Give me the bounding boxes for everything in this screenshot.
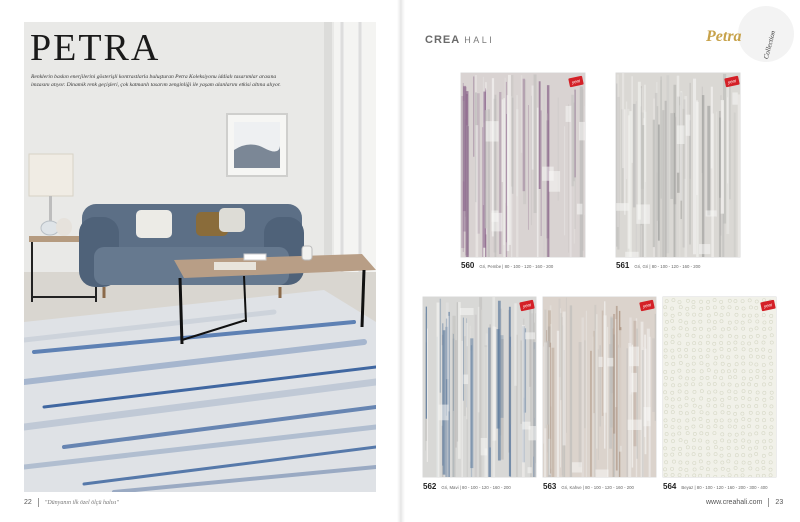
collection-name: Petra xyxy=(706,28,742,45)
right-footer xyxy=(706,498,783,507)
rug-image-563 xyxy=(543,297,656,477)
footer-divider xyxy=(768,498,769,507)
new-badge: yeni xyxy=(568,76,584,88)
page-title: PETRA xyxy=(30,27,161,69)
website-link[interactable]: www.creahali.com xyxy=(706,499,763,506)
intro-paragraph: Renklerin baskın enerjilerini gösterişli kontrastlarla buluşturan Petra Koleksiyonu iddialı tasarımlar arasına imzasını atıyor. Dinamik renk geçişleri, çok katmanlı tasarım zenginliği ile yaşam alanlarını etkisi altına alıyor. xyxy=(31,74,281,88)
room-photo xyxy=(24,22,376,492)
new-badge: yeni xyxy=(760,300,776,312)
rug-description: Gri, Gri | 80 - 100 - 120 - 160 - 200 xyxy=(634,264,701,269)
brand-main: CREA xyxy=(425,34,461,46)
rug-code: 560 xyxy=(461,261,475,270)
rug-description: Gri, Pembe | 80 - 100 - 120 - 160 - 200 xyxy=(479,264,554,269)
rug-caption-560 xyxy=(461,261,553,270)
rug-image-562 xyxy=(423,297,536,477)
rug-caption-563 xyxy=(543,482,634,491)
left-footer xyxy=(24,498,119,507)
slogan: "Dünyanın ilk özel ölçü halısı" xyxy=(44,499,119,506)
rug-code: 564 xyxy=(663,482,677,491)
rug-description: Beyaz | 80 - 100 - 120 - 160 - 200 - 300 - 400 xyxy=(681,485,768,490)
brand-logo xyxy=(425,34,494,46)
rug-code: 562 xyxy=(423,482,437,491)
rug-code: 561 xyxy=(616,261,630,270)
rug-image-560 xyxy=(461,73,585,257)
rug-image-561 xyxy=(616,73,740,257)
footer-divider xyxy=(38,498,39,507)
new-badge: yeni xyxy=(639,300,655,312)
left-page-number: 22 xyxy=(24,499,32,506)
collection-word: Collection xyxy=(762,29,778,61)
rug-code: 563 xyxy=(543,482,557,491)
rug-description: Gri, Mavi | 80 - 100 - 120 - 160 - 200 xyxy=(441,485,511,490)
rug-caption-562 xyxy=(423,482,511,491)
new-badge: yeni xyxy=(724,76,740,88)
brand-sub: HALI xyxy=(464,35,495,45)
new-badge: yeni xyxy=(519,300,535,312)
rug-description: Gri, Kahve | 80 - 100 - 120 - 160 - 200 xyxy=(561,485,634,490)
right-page-number: 23 xyxy=(775,499,784,506)
page-gutter xyxy=(397,0,405,522)
rug-caption-564 xyxy=(663,482,768,491)
rug-image-564 xyxy=(663,297,776,477)
rug-caption-561 xyxy=(616,261,700,270)
